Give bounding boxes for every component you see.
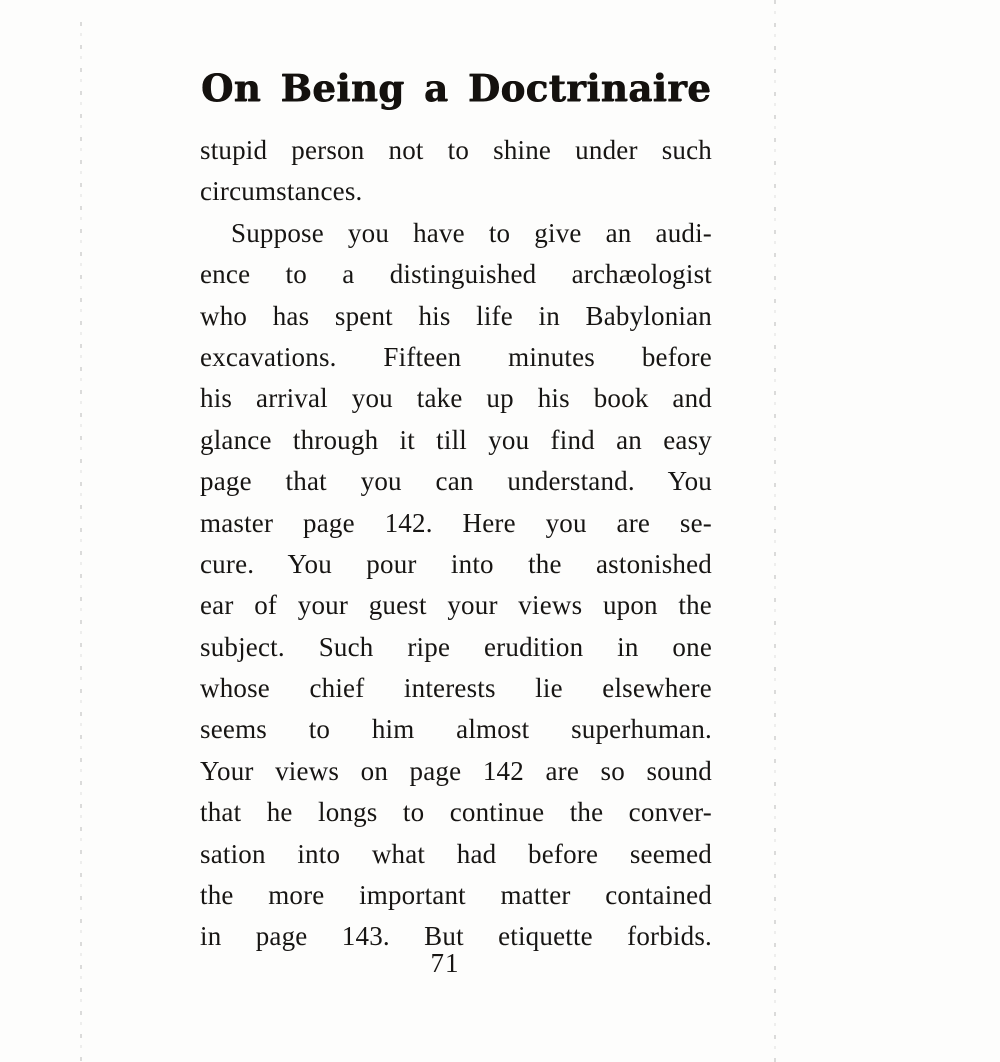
text-line: in page 143. But etiquette forbids. — [200, 921, 712, 952]
text-line: cure. You pour into the astonished — [200, 548, 712, 579]
text-line: master page 142. Here you are se- — [200, 507, 712, 538]
page-edge-line-right — [774, 0, 776, 1062]
text-line: ear of your guest your views upon the — [200, 590, 712, 621]
page-number: 71 — [430, 948, 460, 978]
text-line: whose chief interests lie elsewhere — [200, 673, 712, 704]
text-line: that he longs to continue the conver- — [200, 797, 712, 828]
text-line: sation into what had before seemed — [200, 838, 712, 869]
text-line: glance through it till you find an easy — [200, 424, 712, 455]
text-line: circumstances. — [200, 176, 363, 207]
text-line: stupid person not to shine under such — [200, 135, 712, 165]
page-edge-line-left — [80, 22, 82, 1062]
chapter-title: On Being a Doctrinaire — [200, 66, 712, 110]
text-line: excavations. Fifteen minutes before — [200, 341, 712, 372]
text-line: page that you can understand. You — [200, 466, 712, 497]
text-line: ence to a distinguished archæologist — [200, 259, 712, 290]
text-line: Suppose you have to give an audi- — [231, 217, 712, 248]
text-line: who has spent his life in Babylonian — [200, 300, 712, 331]
text-line: his arrival you take up his book and — [200, 383, 712, 414]
text-line: the more important matter contained — [200, 880, 712, 911]
text-line: seems to him almost superhuman. — [200, 714, 712, 745]
body-text — [200, 130, 712, 958]
text-line: subject. Such ripe erudition in one — [200, 631, 712, 662]
text-line: Your views on page 142 are so sound — [200, 755, 712, 786]
